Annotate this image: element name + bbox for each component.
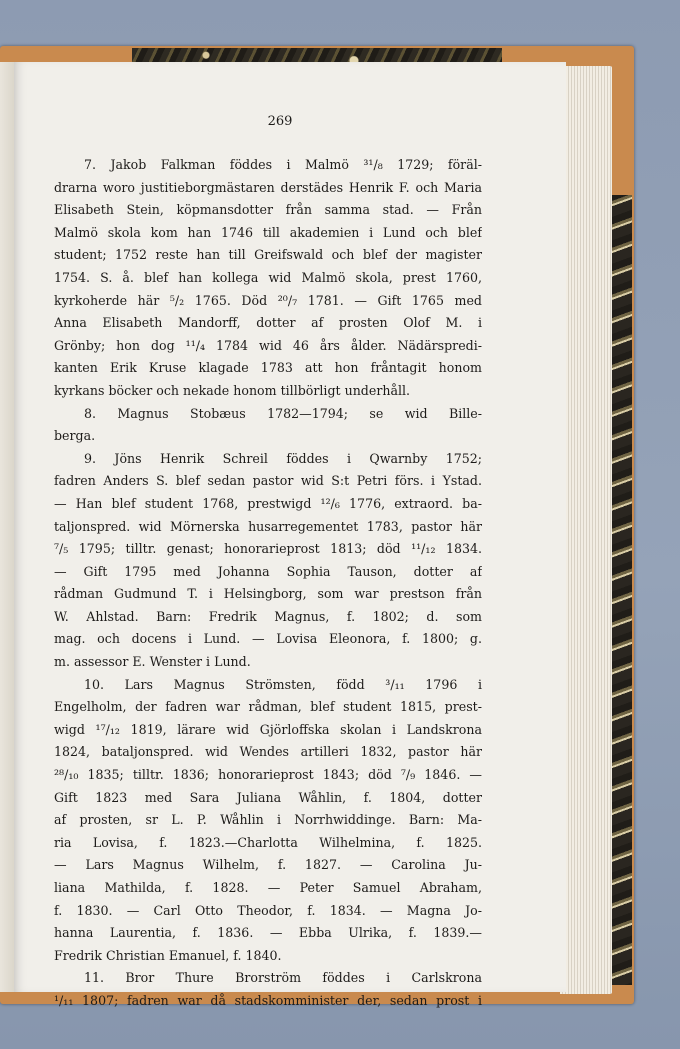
text-line: kanten Erik Kruse klagade 1783 att hon fråntagit honom	[54, 360, 482, 376]
text-line: — Gift 1795 med Johanna Sophia Tauson, dotter af	[54, 563, 482, 579]
text-line: Gift 1823 med Sara Juliana Wåhlin, f. 1804, dotter	[54, 789, 482, 805]
text-line: taljonspred. wid Mörnerska husarregementet 1783, pastor här	[54, 518, 482, 534]
text-line: 11. Bror Thure Brorström föddes i Carlskrona	[84, 970, 482, 986]
text-line: Engelholm, der fadren war rådman, blef student 1815, prest-	[54, 699, 482, 715]
text-line: — Lars Magnus Wilhelm, f. 1827. — Carolina Ju-	[54, 857, 482, 873]
text-line: 1754. S. å. blef han kollega wid Malmö skola, prest 1760,	[54, 269, 482, 285]
text-line: berga.	[54, 428, 96, 444]
text-line: f. 1830. — Carl Otto Theodor, f. 1834. — Magna Jo-	[54, 902, 482, 918]
text-line: m. assessor E. Wenster i Lund.	[54, 654, 251, 670]
text-line: student; 1752 reste han till Greifswald och blef der magister	[54, 247, 482, 263]
text-line: hanna Laurentia, f. 1836. — Ebba Ulrika, f. 1839.—	[54, 925, 482, 941]
text-line: Grönby; hon dog ¹¹/₄ 1784 wid 46 års ålder. Nädärspredi-	[54, 337, 482, 353]
text-line: Anna Elisabeth Mandorff, dotter af prosten Olof M. i	[54, 315, 482, 331]
text-line: kyrkans böcker och nekade honom tillbörligt underhåll.	[54, 382, 411, 398]
text-line: 10. Lars Magnus Strömsten, född ³/₁₁ 1796 i	[84, 676, 482, 692]
text-line: ria Lovisa, f. 1823.—Charlotta Wilhelmina, f. 1825.	[54, 834, 482, 850]
text-line: W. Ahlstad. Barn: Fredrik Magnus, f. 1802; d. som	[54, 608, 482, 624]
page-text	[54, 154, 482, 1013]
text-line: rådman Gudmund T. i Helsingborg, som war prestson från	[54, 586, 482, 602]
text-line: ⁷/₅ 1795; tilltr. genast; honorarieprost 1813; död ¹¹/₁₂ 1834.	[54, 541, 482, 557]
text-line: wigd ¹⁷/₁₂ 1819, lärare wid Gjörloffska skolan i Landskrona	[54, 721, 482, 737]
text-line: ²⁸/₁₀ 1835; tilltr. 1836; honorarieprost 1843; död ⁷/₉ 1846. —	[54, 767, 482, 783]
text-line: Fredrik Christian Emanuel, f. 1840.	[54, 947, 282, 963]
page-number: 269	[267, 114, 293, 129]
text-line: fadren Anders S. blef sedan pastor wid S:t Petri förs. i Ystad.	[54, 473, 482, 489]
text-line: Elisabeth Stein, köpmansdotter från samma stad. — Från	[54, 202, 482, 218]
text-line: af prosten, sr L. P. Wåhlin i Norrhwiddinge. Barn: Ma-	[54, 812, 482, 828]
text-line: 7. Jakob Falkman föddes i Malmö ³¹/₈ 1729; föräl-	[84, 157, 482, 172]
text-line: Malmö skola kom han 1746 till akademien i Lund och blef	[54, 224, 482, 240]
text-line: drarna woro justitieborgmästaren derstädes Henrik F. och Maria	[54, 179, 482, 195]
page-edges	[560, 66, 612, 994]
text-line: kyrkoherde här ⁵/₂ 1765. Död ²⁰/₇ 1781. — Gift 1765 med	[54, 292, 482, 308]
text-line: — Han blef student 1768, prestwigd ¹²/₆ 1776, extraord. ba-	[54, 495, 482, 511]
text-line: 8. Magnus Stobæus 1782—1794; se wid Bille-	[84, 405, 482, 421]
text-line: 9. Jöns Henrik Schreil föddes i Qwarnby 1752;	[84, 450, 482, 466]
text-line: ¹/₁₁ 1807; fadren war då stadskomminister der, sedan prost i	[54, 992, 482, 1008]
text-line: liana Mathilda, f. 1828. — Peter Samuel Abraham,	[54, 880, 482, 895]
text-line: 1824, bataljonspred. wid Wendes artilleri 1832, pastor här	[54, 744, 482, 760]
book-page	[14, 62, 566, 1008]
text-line: mag. och docens i Lund. — Lovisa Eleonora, f. 1800; g.	[54, 631, 482, 647]
